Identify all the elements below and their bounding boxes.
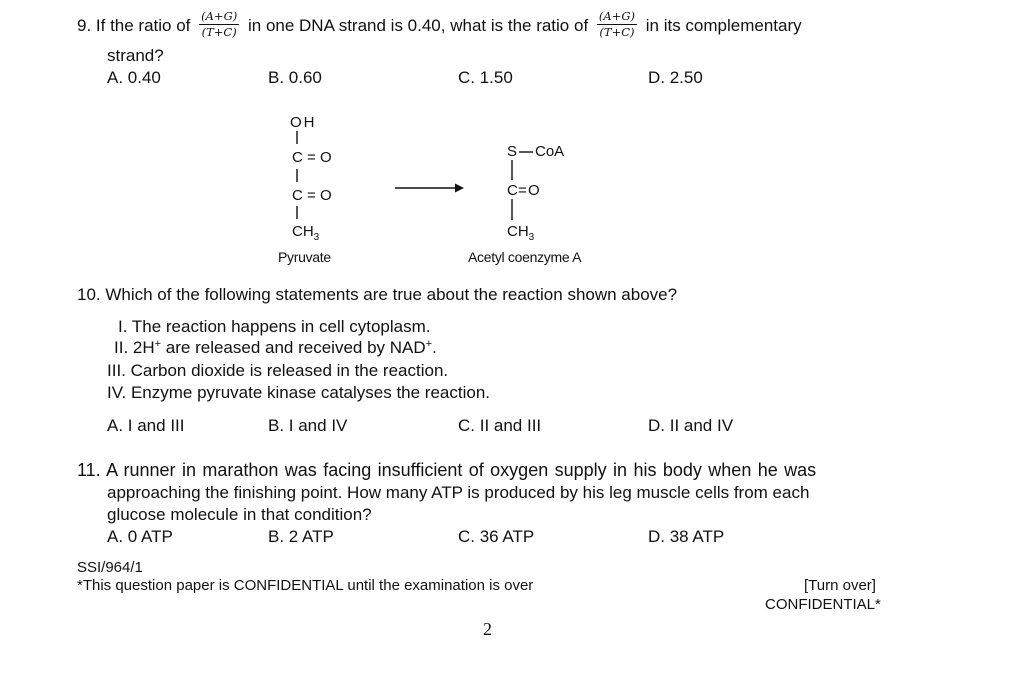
acetyl-coa: CoA (535, 143, 565, 160)
q10-stem: 10. Which of the following statements are true about the reaction shown above? (77, 285, 678, 304)
q10-statement-2-part-a: II. 2H (114, 338, 155, 357)
pyruvate-eq1: = (307, 149, 316, 166)
acetyl-c: C (507, 182, 518, 199)
q10-option-c: C. II and III (458, 416, 542, 435)
pyruvate-ch3-subscript: 3 (313, 232, 320, 243)
q10-option-b: B. I and IV (268, 416, 348, 435)
q10-option-a: A. I and III (107, 416, 185, 435)
confidential-note: *This question paper is CONFIDENTIAL until the examination is over (77, 577, 534, 594)
q9-stem-line2: strand? (107, 46, 164, 65)
q9-stem (77, 9, 802, 41)
acetyl-s: S (507, 143, 518, 160)
q9-fraction-1-denominator: (T+C) (201, 25, 237, 39)
q10-statement-4: IV. Enzyme pyruvate kinase catalyses the reaction. (107, 383, 491, 402)
q9-middle: in one DNA strand is 0.40, what is the ratio of (247, 15, 589, 35)
pyruvate-c2: C (292, 187, 303, 204)
q9-suffix: in its complementary (645, 15, 802, 35)
paper-code: SSI/964/1 (77, 559, 143, 576)
reaction-arrow-head (455, 184, 464, 193)
q11-option-c: C. 36 ATP (458, 527, 535, 546)
q10-statement-1: I. The reaction happens in cell cytoplasm. (118, 317, 431, 336)
confidential-label: CONFIDENTIAL* (765, 596, 881, 613)
turn-over-label: [Turn over] (804, 577, 876, 594)
pyruvate-o2: O (320, 187, 332, 204)
q10-statement-2-part-c: . (432, 338, 437, 357)
page-number: 2 (483, 619, 492, 639)
pyruvate-ch3-text: CH (292, 223, 314, 240)
reaction-diagram (270, 108, 630, 268)
q9-option-c: C. 1.50 (458, 68, 513, 87)
pyruvate-ch3 (292, 222, 319, 244)
acetyl-ch3-text: CH (507, 223, 529, 240)
pyruvate-c1: C (292, 149, 303, 166)
q9-option-b: B. 0.60 (268, 68, 322, 87)
q10-statement-2-sup-a: + (154, 338, 162, 350)
q10-statement-2-part-b: are released and received by NAD (161, 338, 426, 357)
q10-statement-2 (114, 338, 437, 360)
q9-fraction-2-numerator: (A+G) (598, 9, 636, 23)
acetyl-ch3 (507, 222, 534, 244)
pyruvate-oh: OH (290, 114, 317, 131)
acetyl-label: Acetyl coenzyme A (468, 249, 582, 265)
q9-fraction-1-numerator: (A+G) (201, 9, 238, 23)
q11-stem-line2: approaching the finishing point. How many ATP is produced by his leg muscle cells from each (107, 483, 810, 502)
q11-option-a: A. 0 ATP (107, 527, 173, 546)
q9-fraction-2-denominator: (T+C) (599, 25, 635, 39)
q9-option-d: D. 2.50 (648, 68, 703, 87)
q11-stem-line1: 11. A runner in marathon was facing insufficient of oxygen supply in his body when he was (77, 460, 817, 480)
pyruvate-o1: O (320, 149, 332, 166)
q9-fraction-2 (597, 10, 637, 39)
q9-fraction-1 (199, 10, 239, 39)
q11-option-d: D. 38 ATP (648, 527, 725, 546)
q9-prefix: 9. If the ratio of (77, 15, 191, 35)
q9-option-a: A. 0.40 (107, 68, 161, 87)
pyruvate-label: Pyruvate (278, 249, 331, 265)
q10-statement-2-sup-b: + (425, 338, 433, 350)
q10-option-d: D. II and IV (648, 416, 734, 435)
q11-stem-line3: glucose molecule in that condition? (107, 505, 372, 524)
q11-option-b: B. 2 ATP (268, 527, 334, 546)
acetyl-o: O (528, 182, 540, 199)
pyruvate-eq2: = (307, 187, 316, 204)
acetyl-ch3-subscript: 3 (528, 232, 535, 243)
q10-statement-3: III. Carbon dioxide is released in the reaction. (107, 361, 449, 380)
acetyl-eq: = (518, 182, 527, 199)
